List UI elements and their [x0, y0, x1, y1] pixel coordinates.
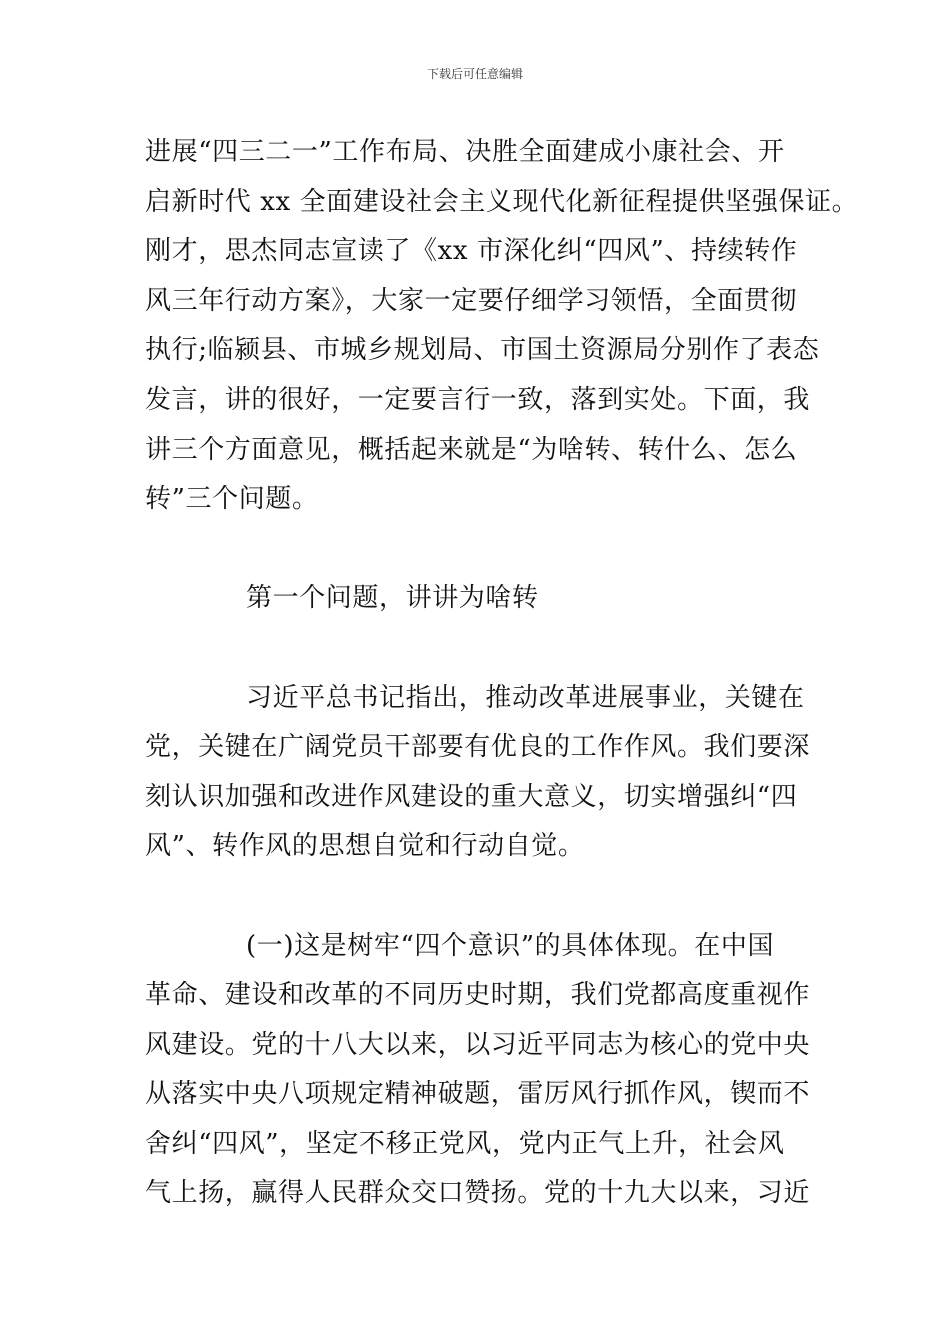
text-line: (一)这是树牢“四个意识”的具体体现。在中国 — [246, 930, 775, 961]
text-line: 从落实中央八项规定精神破题，雷厉风行抓作风，锲而不 — [145, 1079, 811, 1110]
paragraph-3 — [145, 922, 815, 1220]
document-body — [145, 128, 859, 1219]
text-line: 发言，讲的很好，一定要言行一致，落到实处。下面，我 — [145, 384, 811, 415]
text-line: 革命、建设和改革的不同历史时期，我们党都高度重视作 — [145, 980, 811, 1011]
text-line: 刻认识加强和改进作风建设的重大意义，切实增强纠“四 — [145, 781, 798, 812]
paragraph-gap — [145, 525, 815, 575]
text-line: 刚才，思杰同志宣读了《xx 市深化纠“四风”、持续转作 — [145, 236, 798, 267]
text-line: 风”、转作风的思想自觉和行动自觉。 — [145, 831, 585, 862]
text-line: 习近平总书记指出，推动改革进展事业，关键在 — [246, 682, 805, 713]
text-line: 讲三个方面意见，概括起来就是“为啥转、转什么、怎么 — [145, 434, 798, 465]
paragraph-1 — [145, 128, 859, 525]
text-line: 风建设。党的十八大以来，以习近平同志为核心的党中央 — [145, 1029, 811, 1060]
text-line: 舍纠“四风”，坚定不移正党风，党内正气上升，社会风 — [145, 1128, 785, 1159]
text-line: 执行;临颍县、市城乡规划局、市国土资源局分别作了表态 — [145, 335, 820, 366]
text-line: 党，关键在广阔党员干部要有优良的工作作风。我们要深 — [145, 732, 811, 763]
text-line: 启新时代 xx 全面建设社会主义现代化新征程提供坚强保证。 — [145, 186, 859, 217]
paragraph-gap — [145, 872, 815, 922]
paragraph-gap — [145, 624, 815, 674]
text-line: 气上扬，赢得人民群众交口赞扬。党的十九大以来，习近 — [145, 1178, 811, 1209]
paragraph-2 — [145, 674, 815, 872]
text-line: 风三年行动方案》，大家一定要仔细学习领悟，全面贯彻 — [145, 285, 798, 316]
text-line: 进展“四三二一”工作布局、决胜全面建成小康社会、开 — [145, 137, 785, 167]
text-line: 转”三个问题。 — [145, 484, 319, 515]
page-header-note: 下载后可任意编辑 — [426, 67, 523, 81]
section-heading: 第一个问题，讲讲为啥转 — [246, 583, 539, 614]
